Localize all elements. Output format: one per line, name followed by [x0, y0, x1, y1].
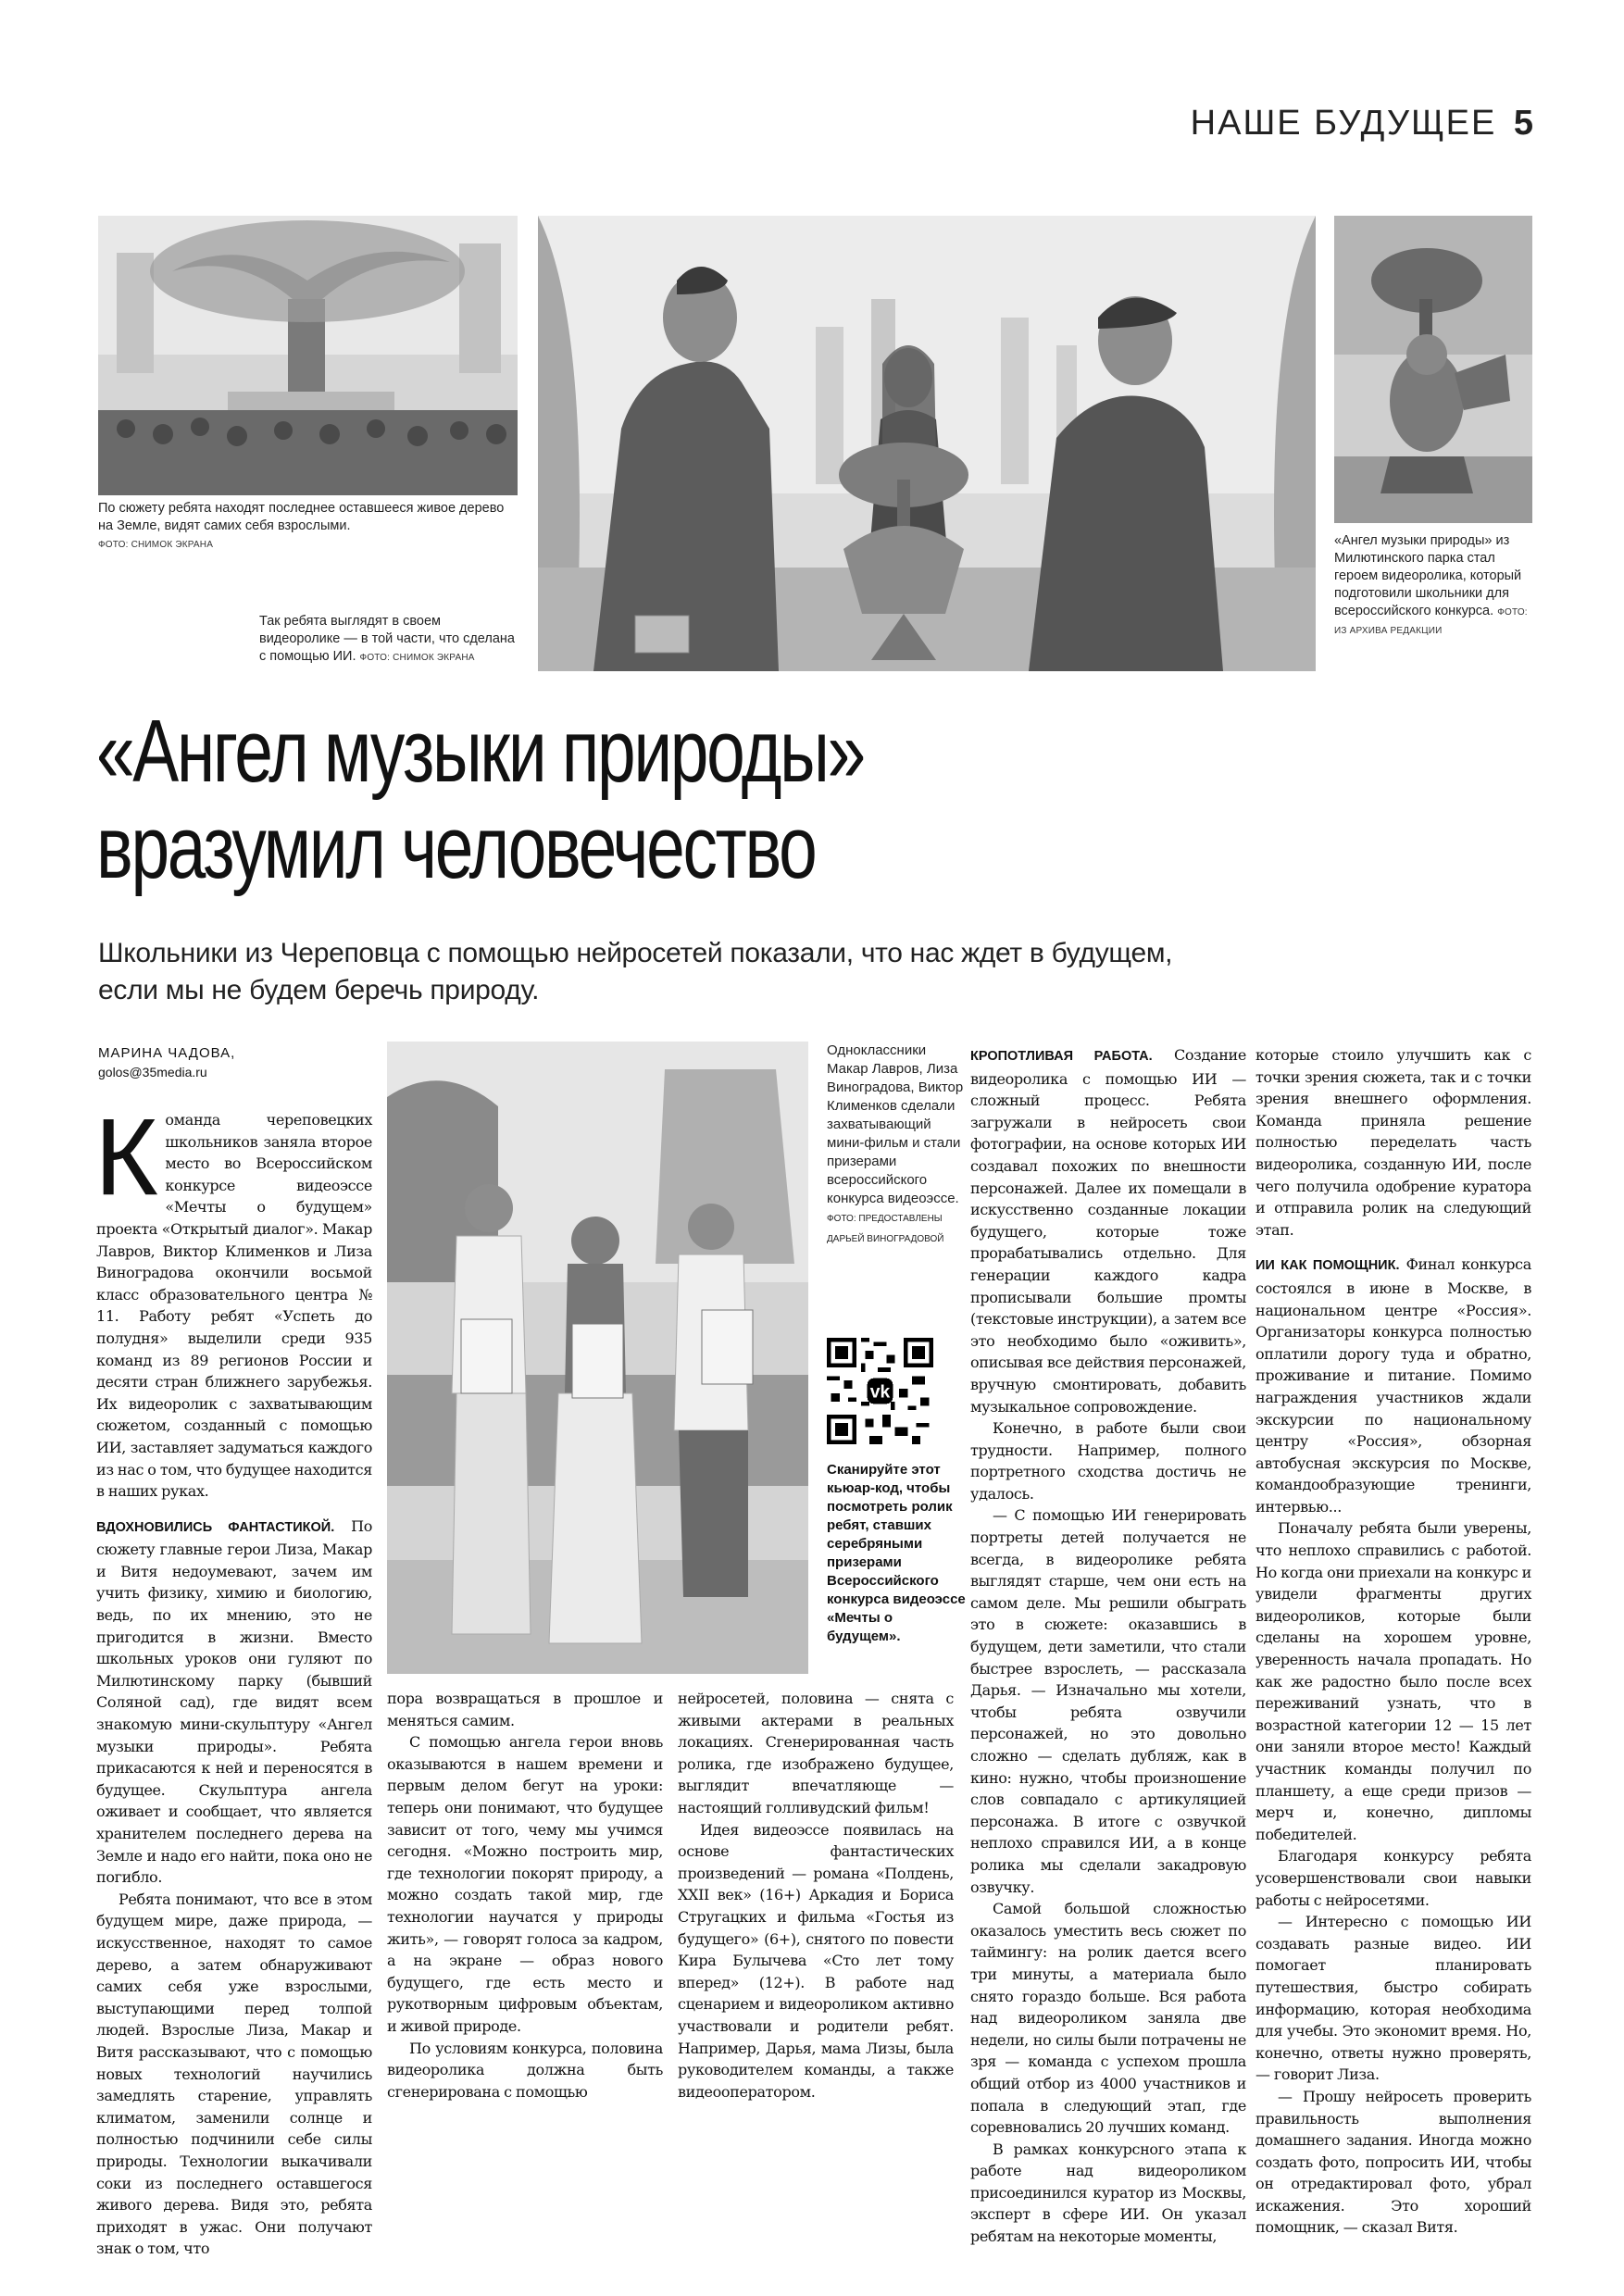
byline	[98, 1044, 235, 1081]
article-column-5: которые стоило улучшить как с точки зрения сюжета, так и с точки зрения внешнего оформления. Команда приняла решение полностью переделать часть видеоролика, созданную ИИ, после чего получила одобрение куратора и отправила ролик на следующий этап. ИИ КАК ПОМОЩНИК. Финал конкурса состоялся в июне в Москве, в национальном центре «Россия». Организаторы конкурса полностью оплатили дорогу туда и обратно, проживание и питание. Помимо награждения участников ждали экскурсии по национальному центру «Россия», обзорная автобусная экскурсия по Москве, командообразующие тренинги, интервью... Поначалу ребята были уверены, что неплохо справились с работой. Но когда они приехали на конкурс и увидели фрагменты других видеороликов, которые были сделаны на хорошем уровне, уверенность начала пропадать. Но как же радостно было после всех переживаний узнать, что в возрастной категории 12 — 15 лет они заняли второе место! Каждый участник команды получил по планшету, а еще среди призов — мерч и, конечно, дипломы победителей. Благодаря конкурсу ребята усовершенствовали свои навыки работы с нейросетями. — Интересно с помощью ИИ создавать разные видео. ИИ помогает планировать путешествия, быстро собирать информацию, которая необходима для учебы. Это экономит время. Но, конечно, ответы нужно проверять, — говорит Лиза. — Прошу нейросеть проверить правильность выполнения домашнего задания. Иногда можно создать фото, попросить ИИ, чтобы он отредактировал фото, убрал искажения. Это хороший помощник, — сказал Витя.	[1255, 1046, 1531, 2237]
drop-cap: К	[94, 1096, 158, 1218]
tree-photo	[98, 216, 518, 495]
subheadline: Школьники из Череповца с помощью нейросетей показали, что нас ждет в будущем, если мы не будем беречь природу.	[98, 938, 1173, 1005]
main-photo-credit: ФОТО: СНИМОК ЭКРАНА	[359, 653, 475, 663]
tree-photo-credit: ФОТО: СНИМОК ЭКРАНА	[98, 540, 214, 550]
angel-photo-caption: «Ангел музыки природы» из Милютинского парка стал героем видеоролика, который подготовили школьники для всероссийского конкурса. ФОТО: ИЗ АРХИВА РЕДАКЦИИ	[1334, 533, 1528, 636]
subheading-ai-helper: ИИ КАК ПОМОЩНИК.	[1255, 1258, 1400, 1274]
angel-photo-credit: ФОТО: ИЗ АРХИВА РЕДАКЦИИ	[1334, 607, 1528, 636]
subheading-inspired: ВДОХНОВИЛИСЬ ФАНТАСТИКОЙ.	[96, 1519, 335, 1535]
subheading-painstaking-work: КРОПОТЛИВАЯ РАБОТА.	[970, 1049, 1153, 1064]
kids-photo-credit: ФОТО: ПРЕДОСТАВЛЕНЫ ДАРЬЕЙ ВИНОГРАДОВОЙ	[827, 1214, 944, 1244]
qr-code[interactable]	[827, 1338, 933, 1444]
article-intro: Команда череповецких школьников заняла второе место во Всероссийском конкурсе видеоэссе «Мечты о будущем» проекта «Открытый диалог». Макар Лавров, Виктор Клименков и Лиза Виноградова окончили восьмой класс образовательного центра № 11. Работу ребят «Успеть до полудня» выделили среди 935 команд из 89 регионов России и десяти стран ближнего зарубежья. Их видеоролик с захватывающим сюжетом, созданный с помощью ИИ, заставляет задуматься каждого из нас о том, что будущее находится в наших руках.	[94, 1096, 372, 1501]
headline	[96, 704, 864, 896]
kids-photo-caption: Одноклассники Макар Лавров, Лиза Виноградова, Виктор Клименков сделали захватывающий мини-фильм и стали призерами всероссийского конкурса видеоэссе. ФОТО: ПРЕДОСТАВЛЕНЫ ДАРЬЕЙ ВИНОГРАДОВОЙ	[827, 1042, 964, 1244]
article-column-3: нейросетей, половина — снята с живыми актерами в реальных локациях. Сгенерированная часть ролика, где изображено будущее, выглядит впечатляюще — настоящий голливудский фильм! Идея видеоэссе появилась на основе фантастических произведений — романа «Полдень, XXII век» (16+) Аркадия и Бориса Стругацких и фильма «Гостья из будущего» (6+), снятого по повести Кира Булычева «Сто лет тому вперед» (12+). В работе над сценарием и видеороликом активно участвовали и родители ребят. Например, Дарья, мама Лизы, была руководителем команды, а также видеооператором.	[678, 1690, 954, 2101]
main-ai-photo	[538, 216, 1316, 671]
tree-photo-caption: По сюжету ребята находят последнее оставшееся живое дерево на Земле, видят самих себя взрослыми. ФОТО: СНИМОК ЭКРАНА	[98, 501, 505, 550]
angel-statue-photo	[1334, 216, 1532, 523]
page-number: 5	[1513, 104, 1535, 143]
article-column-4: КРОПОТЛИВАЯ РАБОТА. Создание видеоролика с помощью ИИ — сложный процесс. Ребята загружали в нейросеть свои фотографии, на основе которых ИИ создавал похожих по внешности персонажей. Далее их помещали в искусственно созданные локации будущего, которые тоже прорабатывались отдельно. Для генерации каждого кадра прописывали большие промты (текстовые инструкции), а затем все это необходимо было «оживить», описывая все действия персонажей, вручную смонтировать, добавить музыкальное сопровождение. Конечно, в работе были свои трудности. Например, полного портретного сходства достичь не удалось. — С помощью ИИ генерировать портреты детей получается не всегда, в видеоролике ребята выглядят старше, чем они есть на самом деле. Мы решили обыграть это в сюжете: оказавшись в будущем, дети заметили, что стали быстрее взрослеть, — рассказала Дарья. — Изначально мы хотели, чтобы ребята озвучили персонажей, но это довольно сложно — сделать дубляж, как в кино: нужно, чтобы произношение слов совпадало с артикуляцией персонажа. В итоге с озвучкой неплохо справился ИИ, а в конце ролика мы сделали закадровую озвучку. Самой большой сложностью оказалось уместить весь сюжет по таймингу: на ролик дается всего три минуты, а материала было снято гораздо больше. Вся работа над видеороликом заняла две недели, но силы были потрачены не зря — команда с успехом прошла общий отбор из 4000 участников и попала в следующий этап, где соревновались 20 лучших команд. В рамках конкурсного этапа к работе над видеороликом присоединился куратор из Москвы, эксперт в сфере ИИ. Он указал ребятам на некоторые моменты,	[970, 1046, 1246, 2246]
article-column-1: Команда череповецких школьников заняла второе место во Всероссийском конкурсе видеоэссе «Мечты о будущем» проекта «Открытый диалог». Макар Лавров, Виктор Клименков и Лиза Виноградова окончили восьмой класс образовательного центра № 11. Работу ребят «Успеть до полудня» выделили среди 935 команд из 89 регионов России и десяти стран ближнего зарубежья. Их видеоролик с захватывающим сюжетом, созданный с помощью ИИ, заставляет задуматься каждого из нас о том, что будущее находится в наших руках. ВДОХНОВИЛИСЬ ФАНТАСТИКОЙ. По сюжету главные герои Лиза, Макар и Витя недоумевают, зачем им учить физику, химию и биологию, ведь, по их мнению, это не пригодится в жизни. Вместо школьных уроков они гуляют по Милютинскому парку (бывший Соляной сад), где видят всем знакомую мини-скульптуру «Ангел музыки природы». Ребята прикасаются к ней и переносятся в будущее. Скульптура ангела оживает и сообщает, что является хранителем последнего дерева на Земле и надо его найти, пока оно не погибло. Ребята понимают, что все в этом будущем мире, даже природа, — искусственное, находят то самое дерево, а затем обнаруживают самих себя уже взрослыми, выступающими перед толпой людей. Взрослые Лиза, Макар и Витя рассказывают, что с помощью новых технологий научились замедлять старение, управлять климатом, заменили солнце и полностью подчинили себе силы природы. Технологии выкачивали соки из последнего оставшегося живого дерева. Видя это, ребята приходят в ужас. Они получают знак о том, что	[94, 1096, 372, 2258]
section-header	[1191, 104, 1535, 144]
article-column-2: пора возвращаться в прошлое и меняться самим. С помощью ангела герои вновь оказываются в нашем времени и первым делом бегут на уроки: теперь они понимают, что будущее зависит от того, чему мы учимся сегодня. «Можно построить мир, где технологии покорят природу, а можно создать такой мир, где технологии научатся у природы жить», — говорят голоса за кадром, а на экране — образ нового будущего, где есть место и рукотворным цифровым объектам, и живой природе. По условиям конкурса, половина видеоролика должна быть сгенерирована с помощью	[387, 1690, 663, 2101]
section-title: НАШЕ БУДУЩЕЕ	[1190, 104, 1497, 143]
qr-caption: Сканируйте этот кьюар-код, чтобы посмотреть ролик ребят, ставших серебряными призерами Всероссийского конкурса видеоэссе «Мечты о будущем».	[827, 1462, 966, 1644]
main-photo-caption: Так ребята выглядят в своем видеоролике — в той части, что сделана с помощью ИИ. ФОТО: СНИМОК ЭКРАНА	[259, 614, 515, 664]
author-name: МАРИНА ЧАДОВА,	[98, 1045, 236, 1061]
headline-line-2: вразумил человечество	[96, 798, 816, 897]
kids-photo	[387, 1042, 808, 1674]
svg-text:vk: vk	[869, 1382, 891, 1403]
headline-line-1: «Ангел музыки природы»	[96, 702, 864, 801]
author-email[interactable]: golos@35media.ru	[98, 1065, 207, 1079]
